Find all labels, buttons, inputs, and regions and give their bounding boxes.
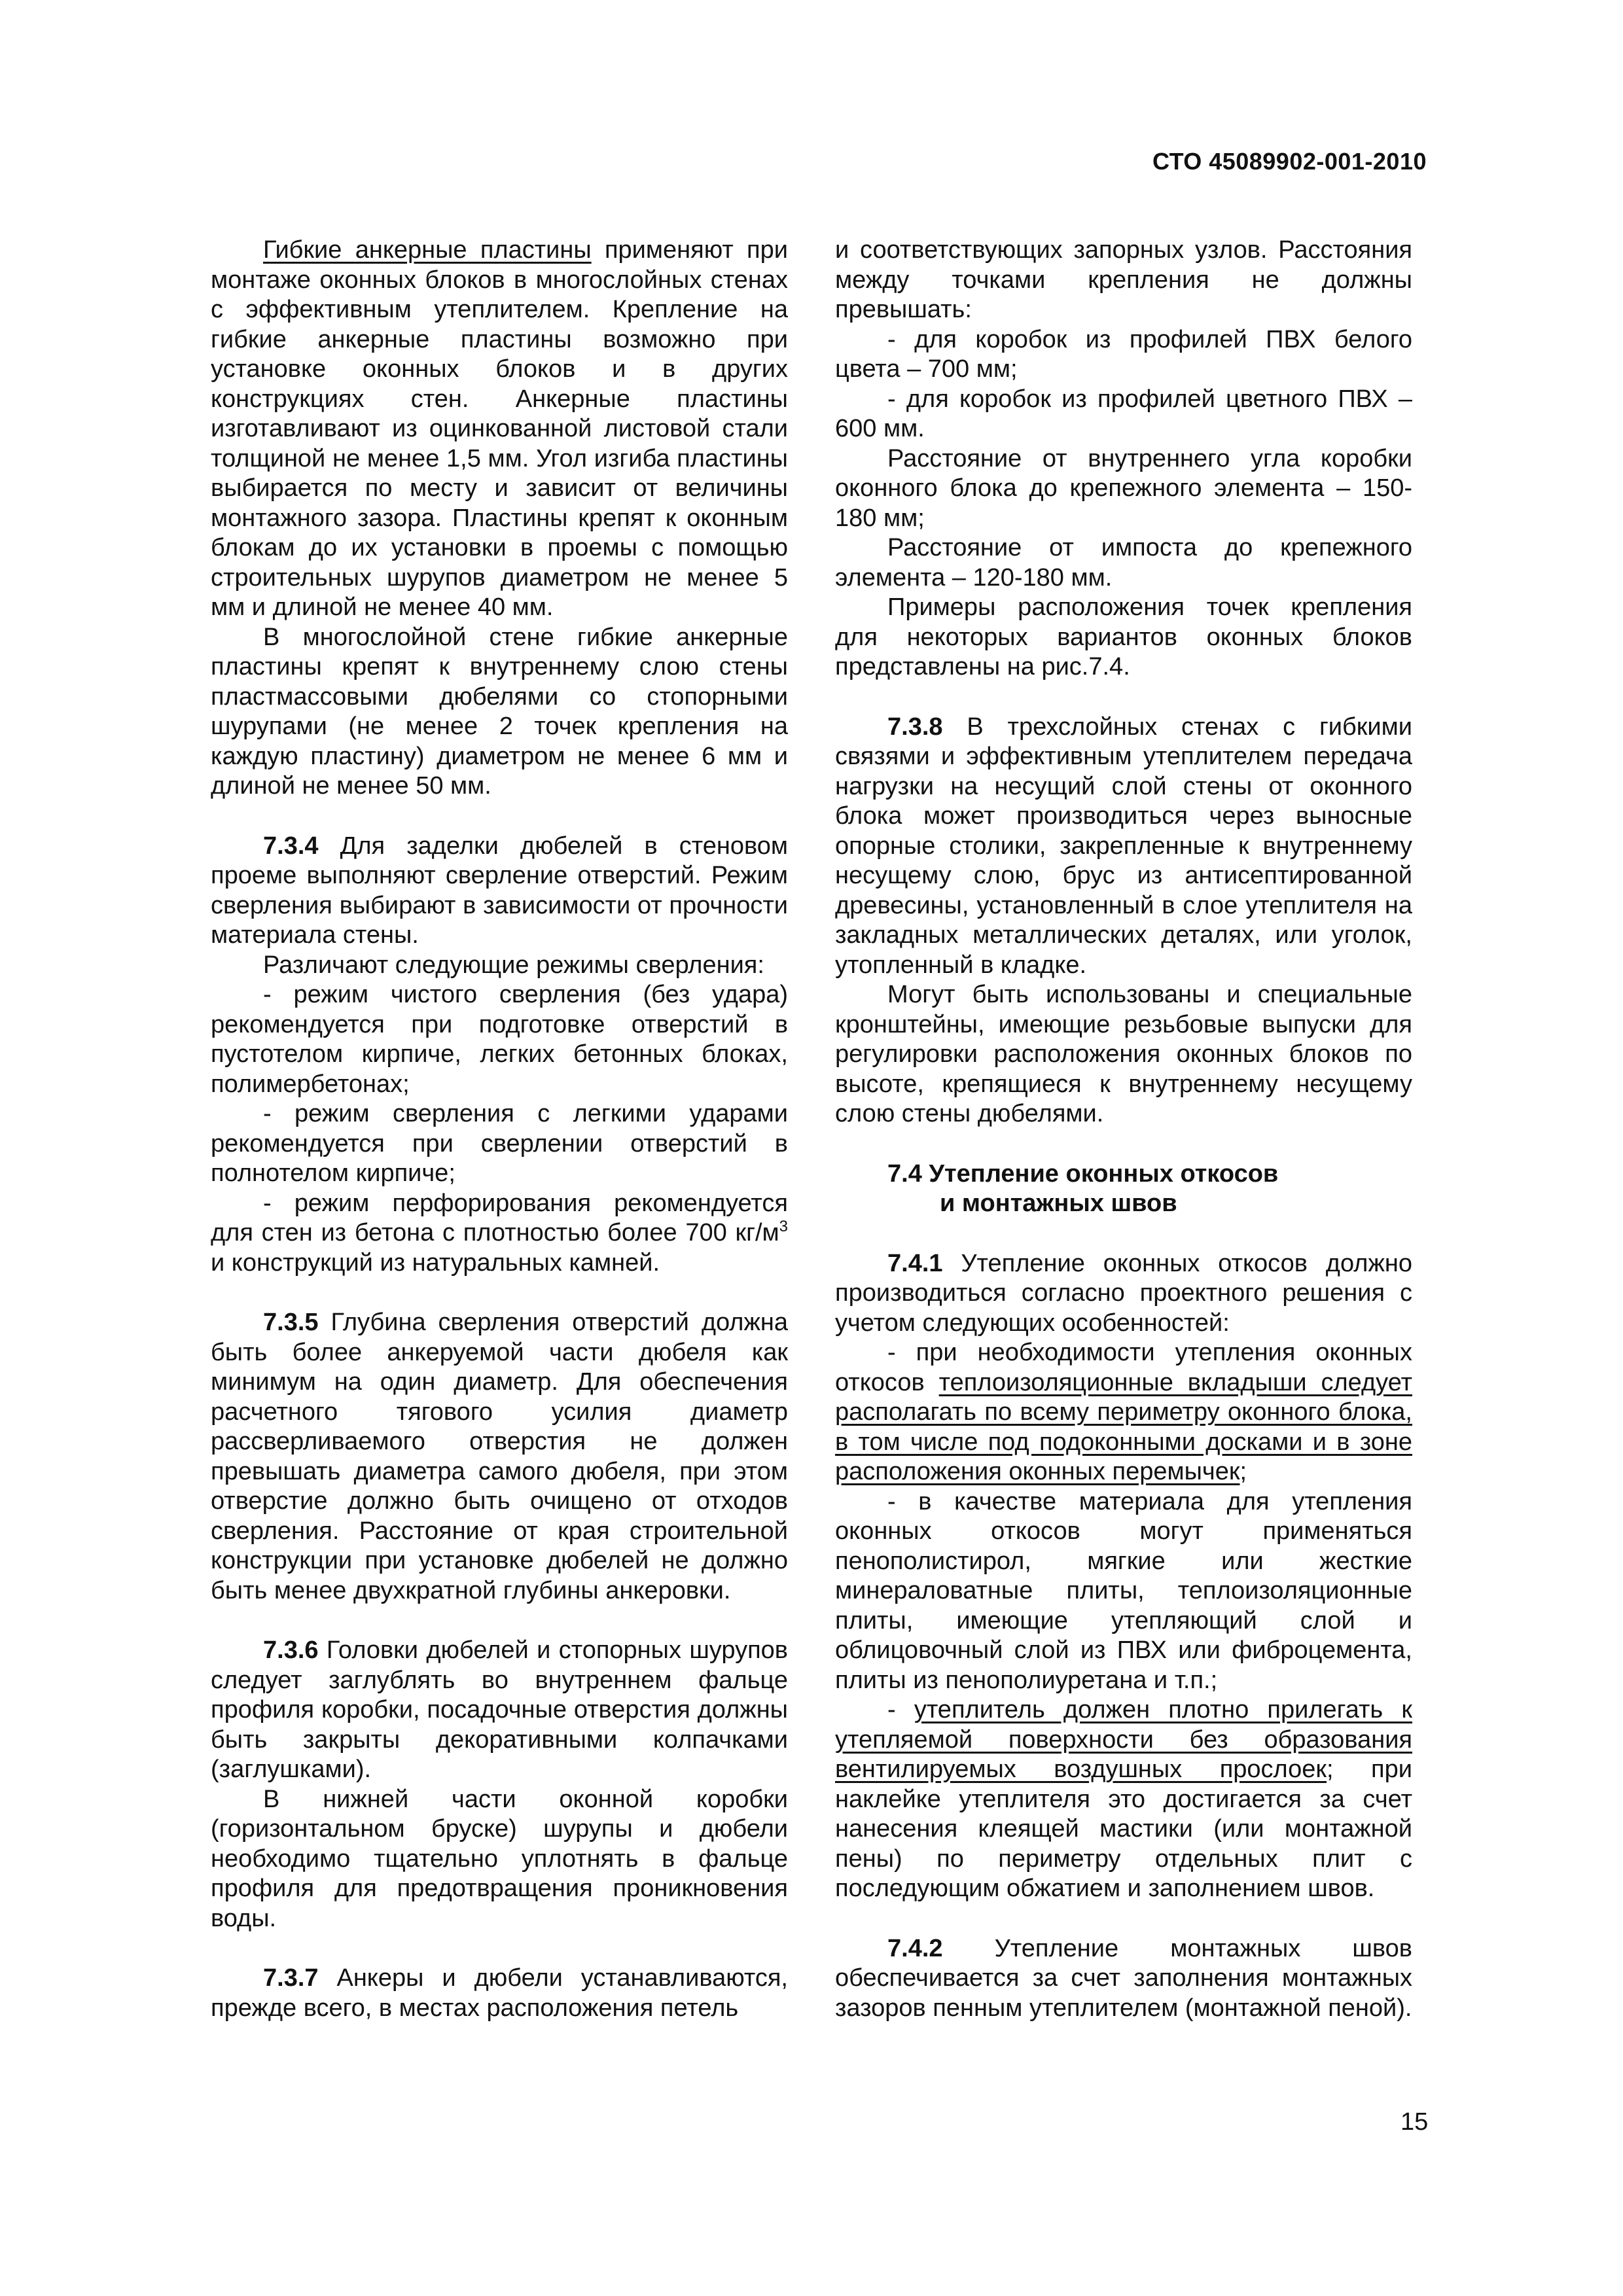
paragraph-brackets: Могут быть использованы и специальные кронштейны, имеющие резьбовые выпуски для регулировки расположения оконных блоков по высоте, крепящиеся к внутреннему несущему слою стены дюбелями. bbox=[835, 981, 1412, 1127]
list-item bbox=[835, 1338, 1412, 1487]
paragraph-multilayer-wall: В многослойной стене гибкие анкерные пластины крепят к внутреннему слою стены пластмассовыми дюбелями со стопорными шурупами (не менее 2 точек крепления на каждую пластину) диаметром не менее 6 мм и длиной не менее 50 мм. bbox=[211, 623, 788, 800]
section-text: Головки дюбелей и стопорных шурупов следует заглублять во внутреннем фальце профиля коробки, посадочные отверстия должны быть закрыты декоративными колпачками (заглушками). bbox=[211, 1636, 788, 1783]
list-item-text: и конструкций из натуральных камней. bbox=[211, 1248, 660, 1277]
section-number: 7.4.1 bbox=[887, 1249, 943, 1277]
heading-line: 7.4 Утепление оконных откосов bbox=[887, 1159, 1279, 1188]
paragraph-lower-frame: В нижней части оконной коробки (горизонтальном бруске) шурупы и дюбели необходимо тщательно уплотнять в фальце профиля для предотвращения проникновения воды. bbox=[211, 1785, 788, 1932]
list-item: - для коробок из профилей цветного ПВХ – 600 мм. bbox=[835, 385, 1412, 442]
page-number: 15 bbox=[1400, 2108, 1429, 2136]
list-item: - режим сверления с легкими ударами рекомендуется при сверлении отверстий в полнотелом кирпиче; bbox=[211, 1100, 788, 1187]
superscript: 3 bbox=[779, 1218, 788, 1235]
list-item-text: ; при наклейке утеплителя это достигается за счет нанесения клеящей мастики (или монтажной пены) по периметру отдельных плит с последующим обжатием и заполнением швов. bbox=[835, 1756, 1412, 1902]
section-7-3-8 bbox=[835, 713, 1412, 981]
left-column bbox=[211, 236, 788, 2023]
section-7-3-4 bbox=[211, 832, 788, 951]
document-code: СТО 45089902-001-2010 bbox=[1152, 148, 1427, 175]
paragraph-examples: Примеры расположения точек крепления для некоторых вариантов оконных блоков представлены на рис.7.4. bbox=[835, 593, 1412, 680]
section-number: 7.3.5 bbox=[263, 1309, 319, 1336]
paragraph-corner-distance: Расстояние от внутреннего угла коробки оконного блока до крепежного элемента – 150-180 мм; bbox=[835, 444, 1412, 532]
section-number: 7.4.2 bbox=[887, 1934, 943, 1962]
section-text: Анкеры и дюбели устанавливаются, прежде всего, в местах расположения петель bbox=[211, 1964, 788, 2022]
list-item-text: ; bbox=[1240, 1458, 1247, 1485]
section-number: 7.3.6 bbox=[263, 1636, 319, 1664]
section-text: Глубина сверления отверстий должна быть более анкеруемой части дюбеля как минимум на один диаметр. Для обеспечения расчетного тягового усилия диаметр рассверливаемого отверстия не должен превышать диаметра самого дюбеля, при этом отверстие должно быть очищено от отходов сверления. Расстояние от края строительной конструкции при установке дюбелей не должно быть менее двухкратной глубины анкеровки. bbox=[211, 1309, 788, 1604]
paragraph-flexible-plates bbox=[211, 236, 788, 623]
section-7-4-2 bbox=[835, 1934, 1412, 2024]
paragraph-drilling-modes: Различают следующие режимы сверления: bbox=[263, 951, 764, 979]
paragraph-continuation: и соответствующих запорных узлов. Расстояния между точками крепления не должны превышать: bbox=[835, 236, 1412, 323]
list-item: - режим чистого сверления (без удара) рекомендуется при подготовке отверстий в пустотелом кирпиче, легких бетонных блоках, полимербетонах; bbox=[211, 981, 788, 1098]
underlined-term: Гибкие анкерные пластины bbox=[263, 236, 592, 264]
list-item-text: - bbox=[887, 1696, 914, 1723]
section-7-4-1 bbox=[835, 1249, 1412, 1339]
heading-line: и монтажных швов bbox=[940, 1190, 1177, 1217]
list-item: - в качестве материала для утепления оконных откосов могут применяться пенополистирол, мягкие или жесткие минераловатные плиты, теплоизоляционные плиты, имеющие утепляющий слой и облицовочный слой из ПВХ или фиброцемента, плиты из пенополиуретана и т.п.; bbox=[835, 1487, 1412, 1694]
section-7-3-6 bbox=[211, 1636, 788, 1785]
section-heading-7-4 bbox=[835, 1159, 1412, 1219]
list-item: - для коробок из профилей ПВХ белого цвета – 700 мм; bbox=[835, 325, 1412, 383]
section-7-3-7 bbox=[211, 1964, 788, 2023]
underlined-text: утеплитель должен плотно прилегать к утепляемой поверхности без образования вентилируемых воздушных прослоек bbox=[835, 1696, 1412, 1783]
list-item-text: - режим перфорирования рекомендуется для стен из бетона с плотностью более 700 кг/м bbox=[211, 1189, 788, 1246]
section-text: Утепление монтажных швов обеспечивается за счет заполнения монтажных зазоров пенным утеплителем (монтажной пеной). bbox=[835, 1934, 1412, 2022]
list-item bbox=[835, 1695, 1412, 1904]
list-item-text: - при необходимости утепления оконных откосов bbox=[835, 1339, 1412, 1396]
section-7-3-5 bbox=[211, 1308, 788, 1606]
section-number: 7.3.7 bbox=[263, 1964, 319, 1992]
section-number: 7.3.8 bbox=[887, 713, 943, 741]
section-text: Для заделки дюбелей в стеновом проеме выполняют сверление отверстий. Режим сверления выбирают в зависимости от прочности материала стены. bbox=[211, 832, 788, 949]
section-text: В трехслойных стенах с гибкими связями и эффективным утеплителем передача нагрузки на несущий слой стены от оконного блока может производиться через выносные опорные столики, закрепленные к внутреннему несущему слою, брус из антисептированной древесины, установленный в слое утеплителя на закладных металлических деталях, или уголок, утопленный в кладке. bbox=[835, 713, 1412, 979]
paragraph-impost-distance: Расстояние от импоста до крепежного элемента – 120-180 мм. bbox=[835, 534, 1412, 592]
list-item bbox=[211, 1189, 788, 1279]
section-number: 7.3.4 bbox=[263, 832, 319, 860]
paragraph-text: применяют при монтаже оконных блоков в многослойных стенах с эффективным утеплителем. Крепление на гибкие анкерные пластины возможно при установке оконных блоков и в других конструкциях стен. Анкерные пластины изготавливают из оцинкованной листовой стали толщиной не менее 1,5 мм. Угол изгиба пластины выбирается по месту и зависит от величины монтажного зазора. Пластины крепят к оконным блокам до их установки в проемы с помощью строительных шурупов диаметром не менее 5 мм и длиной не менее 40 мм. bbox=[211, 236, 788, 621]
underlined-text: теплоизоляционные вкладыши следует располагать по всему периметру оконного блока, в том числе под подоконными досками и в зоне расположения оконных перемычек bbox=[835, 1368, 1412, 1485]
section-text: Утепление оконных откосов должно производиться согласно проектного решения с учетом следующих особенностей: bbox=[835, 1249, 1412, 1337]
right-column bbox=[835, 236, 1412, 2023]
